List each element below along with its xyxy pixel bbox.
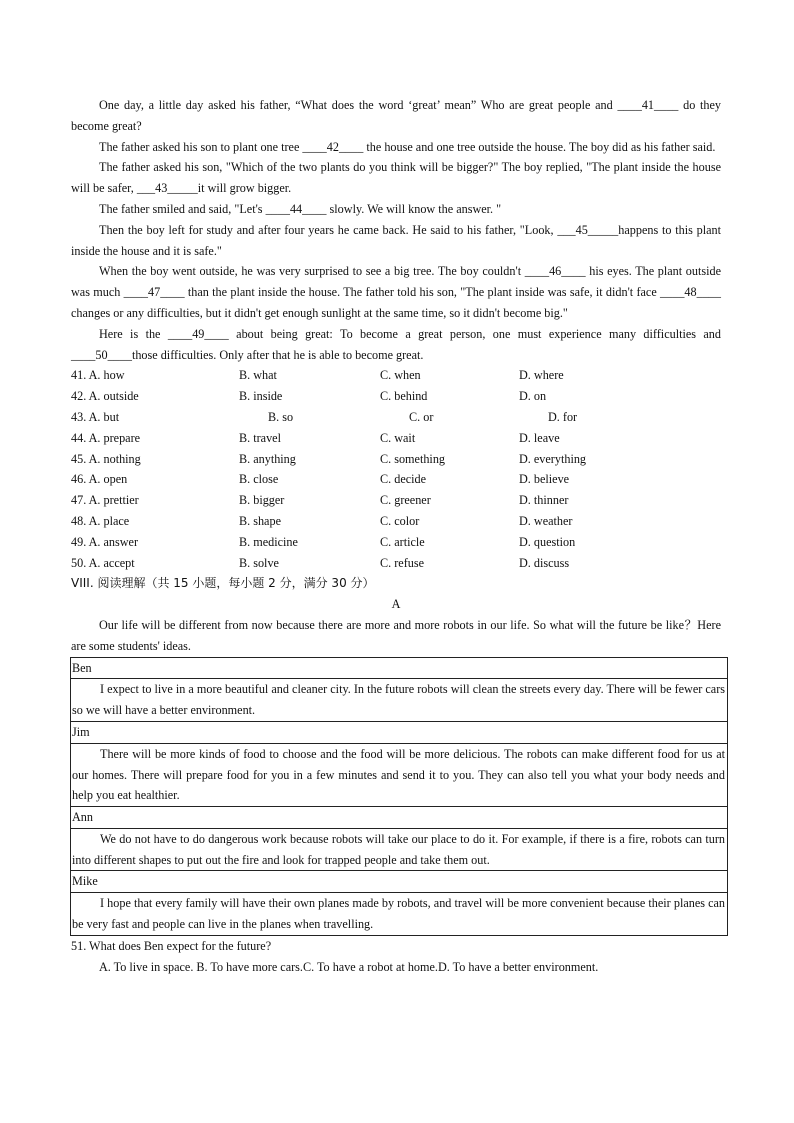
option-b: B. bigger xyxy=(239,493,285,508)
option-d: D. where xyxy=(519,368,564,383)
passage-paragraph: One day, a little day asked his father, “What does the word ‘great’ mean” Who are great people and ____41____ do they become great? xyxy=(71,98,721,133)
option-d: D. on xyxy=(519,389,547,404)
option-d: D. weather xyxy=(519,513,573,528)
option-b: B. solve xyxy=(239,555,279,570)
table-row xyxy=(71,871,728,893)
part-heading: A xyxy=(391,597,401,612)
passage-paragraph: The father smiled and said, "Let's ____44____ slowly. We will know the answer. " xyxy=(99,201,502,216)
option-b: B. shape xyxy=(239,513,281,528)
option-b: B. inside xyxy=(239,389,283,404)
table-cell xyxy=(71,657,728,679)
option-a: 41. A. how xyxy=(71,368,125,383)
table-row xyxy=(71,657,728,679)
student-ideas-table xyxy=(70,657,728,936)
option-c: C. refuse xyxy=(380,555,424,570)
option-b: B. close xyxy=(239,472,279,487)
table-row xyxy=(71,828,728,871)
student-name: Jim xyxy=(72,724,90,739)
exam-page xyxy=(71,95,725,977)
table-row xyxy=(71,721,728,743)
option-row-42 xyxy=(71,386,721,407)
option-c: C. article xyxy=(380,534,425,549)
option-row-41 xyxy=(71,365,721,386)
reading-intro: Our life will be different from now because there are more and more robots in our life. So what will the future be like？Here are some students' ideas. xyxy=(71,617,721,653)
passage-paragraph: Then the boy left for study and after four years he came back. He said to his father, "Look, ___45_____happens to this plant inside the house and it is safe." xyxy=(71,222,721,258)
option-row-45 xyxy=(71,449,721,470)
table-cell xyxy=(71,679,728,722)
option-c: C. color xyxy=(380,513,420,528)
option-a: 45. A. nothing xyxy=(71,451,141,466)
option-row-46 xyxy=(71,469,721,490)
cloze-options xyxy=(71,365,721,573)
section-title: VIII. 阅读理解（共 15 小题，每小题 2 分，满分 30 分） xyxy=(71,576,375,591)
table-row xyxy=(71,743,728,806)
option-b: B. medicine xyxy=(239,534,298,549)
option-c: C. decide xyxy=(380,472,427,487)
table-row xyxy=(71,893,728,936)
option-d: D. discuss xyxy=(519,555,570,570)
option-a: 49. A. answer xyxy=(71,534,139,549)
question-options: A. To live in space. B. To have more cars.C. To have a robot at home.D. To have a better environment. xyxy=(99,959,599,974)
option-row-48 xyxy=(71,511,721,532)
passage-paragraph: When the boy went outside, he was very surprised to see a big tree. The boy couldn't ____46____ his eyes. The plant outside was much ____47____ than the plant inside the house. The father told his son, "The plant inside was safe, it didn't face ____48____ changes or any difficulties, but it didn't get enough sunlight at the same time, so it didn't become big." xyxy=(71,264,721,320)
student-name: Ann xyxy=(72,810,93,825)
option-d: D. question xyxy=(519,534,576,549)
table-cell xyxy=(71,721,728,743)
table-cell xyxy=(71,807,728,829)
option-row-47 xyxy=(71,490,721,511)
option-b: B. what xyxy=(239,368,277,383)
option-c: C. when xyxy=(380,368,421,383)
option-a: 47. A. prettier xyxy=(71,493,139,508)
option-b: B. travel xyxy=(239,430,281,445)
option-d: D. everything xyxy=(519,451,587,466)
option-a: 44. A. prepare xyxy=(71,430,141,445)
option-c: C. or xyxy=(409,409,434,424)
option-d: D. leave xyxy=(519,430,560,445)
table-cell xyxy=(71,828,728,871)
option-row-43 xyxy=(71,407,721,428)
option-row-50 xyxy=(71,553,721,574)
option-c: C. wait xyxy=(380,430,416,445)
table-cell xyxy=(71,871,728,893)
option-d: D. for xyxy=(548,409,578,424)
option-d: D. thinner xyxy=(519,493,569,508)
cloze-passage xyxy=(71,95,721,365)
option-a: 48. A. place xyxy=(71,513,130,528)
table-row xyxy=(71,807,728,829)
student-idea: We do not have to do dangerous work because robots will take our place to do it. For example, if there is a fire, robots can turn into different shapes to put out the fire and look for trapped people and take them out. xyxy=(72,831,725,867)
student-name: Mike xyxy=(72,874,98,889)
option-b: B. anything xyxy=(239,451,296,466)
option-b: B. so xyxy=(268,409,294,424)
table-row xyxy=(71,679,728,722)
option-c: C. greener xyxy=(380,493,431,508)
option-row-49 xyxy=(71,532,721,553)
passage-paragraph: Here is the ____49____ about being great: To become a great person, one must experience many difficulties and ____50____those difficulties. Only after that he is able to become great. xyxy=(71,326,721,362)
table-cell xyxy=(71,893,728,936)
option-a: 42. A. outside xyxy=(71,389,139,404)
student-idea: There will be more kinds of food to choose and the food will be more delicious. The robots can make different food for us at our homes. There will prepare food for you in a few minutes and send it to you. They can also tell you what your body needs and help you eat healthier. xyxy=(72,746,725,803)
student-idea: I expect to live in a more beautiful and cleaner city. In the future robots will clean the streets every day. There will be fewer cars so we will have a better environment. xyxy=(72,682,725,718)
option-row-44 xyxy=(71,428,721,449)
option-a: 43. A. but xyxy=(71,409,120,424)
passage-paragraph: The father asked his son to plant one tree ____42____ the house and one tree outside the house. The boy did as his father said. xyxy=(99,139,716,154)
question-stem: 51. What does Ben expect for the future? xyxy=(71,938,272,953)
option-d: D. believe xyxy=(519,472,570,487)
passage-paragraph: The father asked his son, "Which of the two plants do you think will be bigger?" The boy replied, "The plant inside the house will be safer, ___43_____it will grow bigger. xyxy=(71,160,721,196)
table-cell xyxy=(71,743,728,806)
student-name: Ben xyxy=(72,660,92,675)
option-c: C. something xyxy=(380,451,446,466)
option-a: 50. A. accept xyxy=(71,555,135,570)
option-c: C. behind xyxy=(380,389,428,404)
option-a: 46. A. open xyxy=(71,472,128,487)
student-idea: I hope that every family will have their own planes made by robots, and travel will be more convenient because their planes can be very fast and people can live in the planes when travelling. xyxy=(72,896,725,932)
